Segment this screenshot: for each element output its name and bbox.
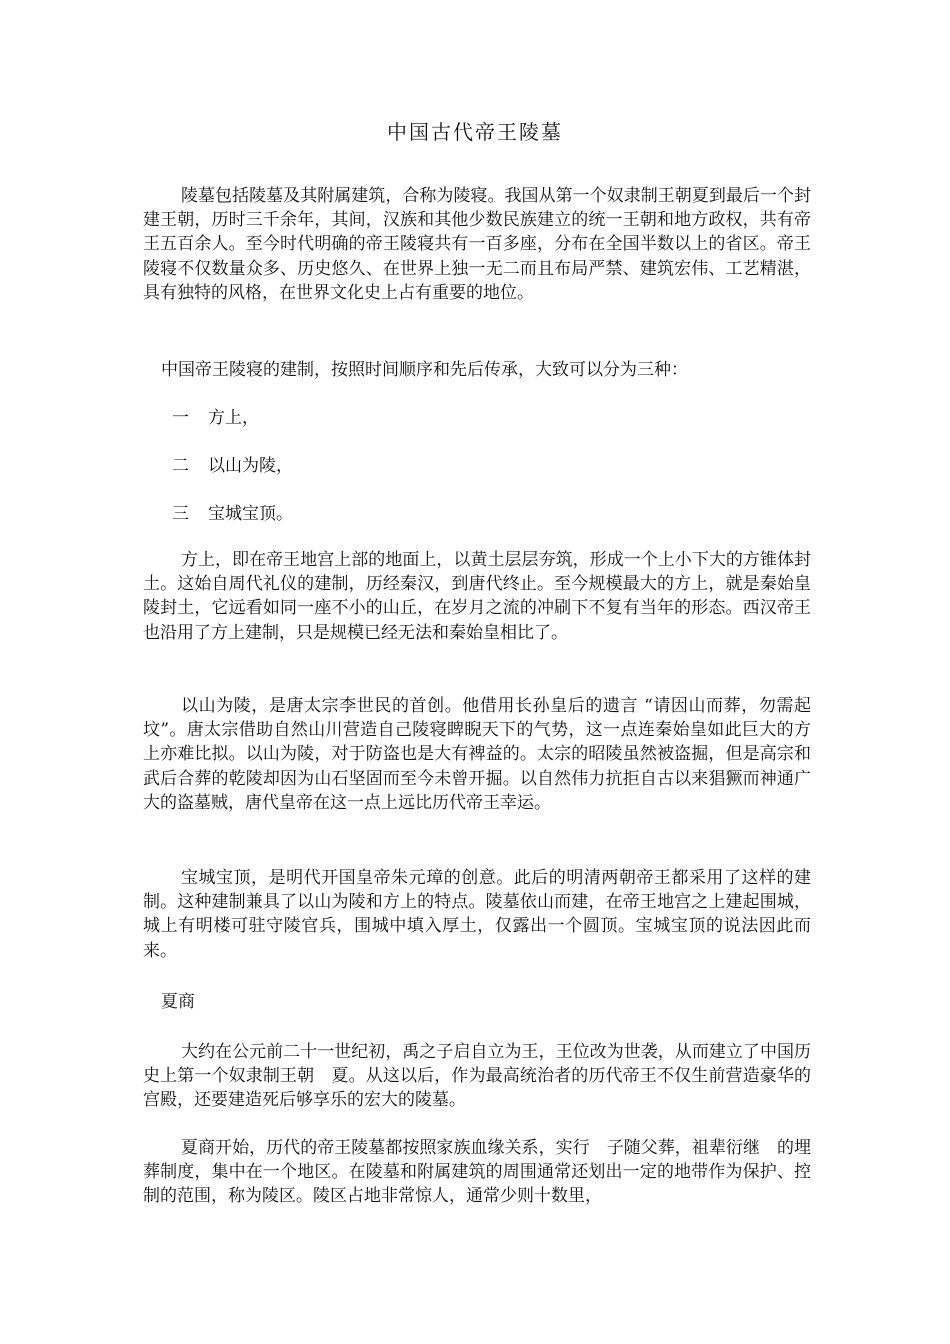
section-heading: 夏商: [161, 992, 195, 1012]
list-item: [172, 454, 293, 478]
yishan-paragraph: 以山为陵，是唐太宗李世民的首创。他借用长孙皇后的遗言 “请因山而葬，勿需起坟”。唐太宗借助自然山川营造自己陵寝睥睨天下的气势，这一点连秦始皇如此巨大的方上亦难比拟。以山为陵，对于防盗也是大有裨益的。太宗的昭陵虽然被盗掘，但是高宗和武后合葬的乾陵却因为山石坚固而至今未曾开掘。以自然伟力抗拒自古以来猖獗而神通广大的盗墓贼，唐代皇帝在这一点上远比历代帝王幸运。: [143, 696, 811, 813]
intro-paragraph: 陵墓包括陵墓及其附属建筑，合称为陵寝。我国从第一个奴隶制王朝夏到最后一个封建王朝，历时三千余年，其间，汉族和其他少数民族建立的统一王朝和地方政权，共有帝王五百余人。至今时代明确的帝王陵寝共有一百多座，分布在全国半数以上的省区。帝王陵寝不仅数量众多、历史悠久、在世界上独一无二而且布局严禁、建筑宏伟、工艺精湛，具有独特的风格，在世界文化史上占有重要的地位。: [143, 186, 811, 303]
list-text: 宝城宝顶。: [208, 504, 293, 524]
list-item: [172, 502, 293, 526]
xia-paragraph-1: 大约在公元前二十一世纪初，禹之子启自立为王，王位改为世袭，从而建立了中国历史上第一个奴隶制王朝 夏。从这以后，作为最高统治者的历代帝王不仅生前营造豪华的宫殿，还要建造死后够享乐的宏大的陵墓。: [143, 1042, 811, 1111]
list-text: 以山为陵，: [208, 456, 293, 476]
list-number: 三: [172, 504, 189, 524]
list-text: 方上，: [208, 408, 259, 428]
baocheng-paragraph: 宝城宝顶，是明代开国皇帝朱元璋的创意。此后的明清两朝帝王都采用了这样的建制。这种建制兼具了以山为陵和方上的特点。陵墓依山而建，在帝王地宫之上建起围城，城上有明楼可驻守陵官兵，围城中填入厚土，仅露出一个圆顶。宝城宝顶的说法因此而来。: [143, 868, 811, 961]
fangshang-paragraph: 方上，即在帝王地宫上部的地面上，以黄土层层夯筑，形成一个上小下大的方锥体封土。这始自周代礼仪的建制，历经秦汉，到唐代终止。至今规模最大的方上，就是秦始皇陵封土，它远看如同一座不小的山丘，在岁月之流的冲刷下不复有当年的形态。西汉帝王也沿用了方上建制，只是规模已经无法和秦始皇相比了。: [143, 550, 811, 643]
page-title: 中国古代帝王陵墓: [387, 120, 563, 144]
xia-paragraph-2: 夏商开始，历代的帝王陵墓都按照家族血缘关系，实行 子随父葬，祖辈衍继 的埋葬制度，集中在一个地区。在陵墓和附属建筑的周围通常还划出一定的地带作为保护、控制的范围，称为陵区。陵区占地非常惊人，通常少则十数里，: [143, 1138, 811, 1207]
list-item: [172, 406, 259, 430]
classification-paragraph: 中国帝王陵寝的建制，按照时间顺序和先后传承，大致可以分为三种：: [161, 360, 688, 380]
list-number: 一: [172, 408, 189, 428]
list-number: 二: [172, 456, 189, 476]
